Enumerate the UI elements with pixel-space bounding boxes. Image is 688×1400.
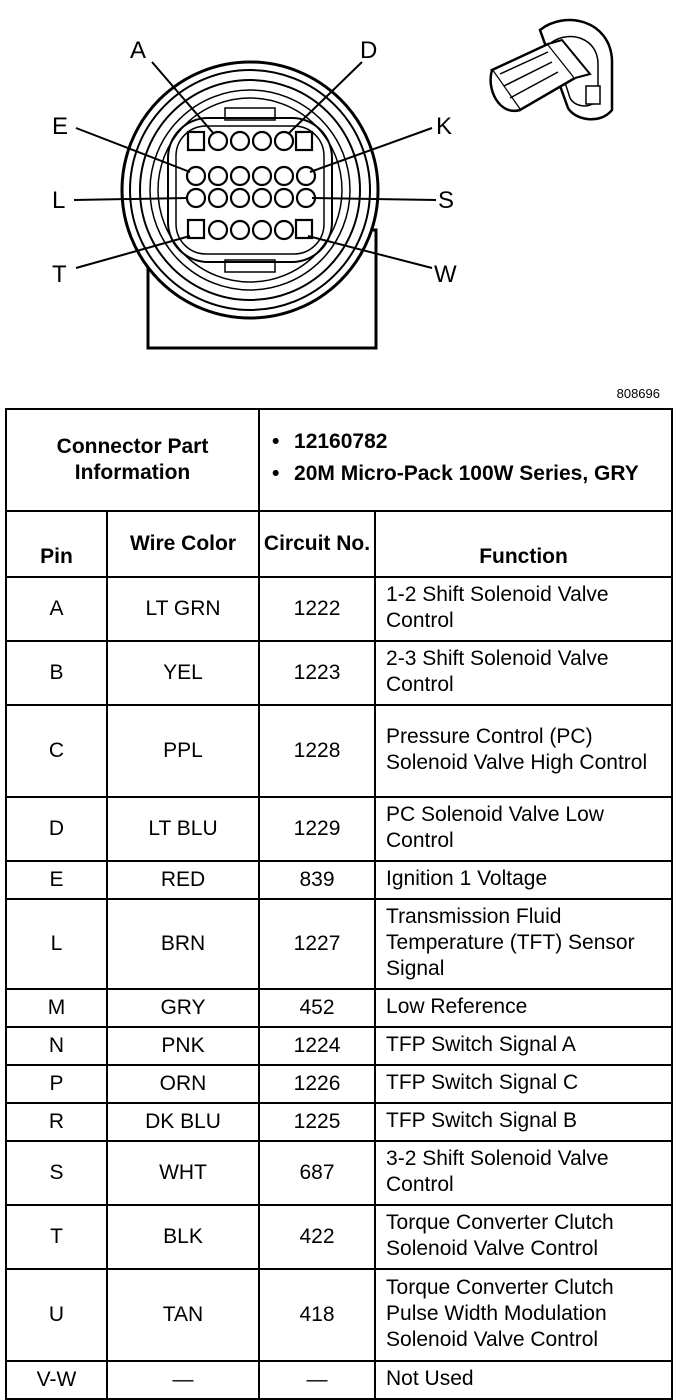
- table-row: [6, 1269, 672, 1361]
- table-row: [6, 1065, 672, 1103]
- function-cell: Pressure Control (PC) Solenoid Valve High Control: [375, 705, 672, 797]
- function-cell: Ignition 1 Voltage: [375, 861, 672, 899]
- table-row: [6, 797, 672, 861]
- connector-part-number: • 12160782: [294, 429, 665, 455]
- table-row: [6, 899, 672, 989]
- circuit-no-cell: 452: [259, 989, 375, 1027]
- circuit-no-cell: 1225: [259, 1103, 375, 1141]
- column-header-row: [6, 511, 672, 577]
- function-cell: Torque Converter Clutch Pulse Width Modulation Solenoid Valve Control: [375, 1269, 672, 1361]
- pin-label-e: E: [52, 113, 69, 140]
- pin-cell: L: [6, 899, 107, 989]
- table-row: [6, 1361, 672, 1399]
- column-header-function: Function: [375, 511, 672, 577]
- pin-label-l: L: [52, 187, 66, 214]
- wire-color-cell: —: [107, 1361, 259, 1399]
- table-row: [6, 861, 672, 899]
- wire-color-cell: PNK: [107, 1027, 259, 1065]
- table-row: [6, 1027, 672, 1065]
- pin-label-a: A: [130, 37, 147, 64]
- wire-color-cell: RED: [107, 861, 259, 899]
- table-row: [6, 1141, 672, 1205]
- connector-face: [122, 62, 378, 318]
- function-cell: Low Reference: [375, 989, 672, 1027]
- table-row: [6, 641, 672, 705]
- wire-color-cell: LT GRN: [107, 577, 259, 641]
- function-cell: 2-3 Shift Solenoid Valve Control: [375, 641, 672, 705]
- connector-illustration: [491, 20, 612, 119]
- table-row: [6, 705, 672, 797]
- pin-cell: S: [6, 1141, 107, 1205]
- pin-label-k: K: [436, 113, 453, 140]
- function-cell: Not Used: [375, 1361, 672, 1399]
- function-cell: Torque Converter Clutch Solenoid Valve Control: [375, 1205, 672, 1269]
- wire-color-cell: GRY: [107, 989, 259, 1027]
- table-row: [6, 1103, 672, 1141]
- pin-cell: E: [6, 861, 107, 899]
- pin-cell: V-W: [6, 1361, 107, 1399]
- function-cell: Transmission Fluid Temperature (TFT) Sensor Signal: [375, 899, 672, 989]
- table-row: [6, 989, 672, 1027]
- table-row: [6, 577, 672, 641]
- connector-info-row: [6, 409, 672, 511]
- wire-color-cell: BLK: [107, 1205, 259, 1269]
- column-header-circuit-no: Circuit No.: [259, 511, 375, 577]
- circuit-no-cell: 1224: [259, 1027, 375, 1065]
- function-cell: TFP Switch Signal B: [375, 1103, 672, 1141]
- circuit-no-cell: 1227: [259, 899, 375, 989]
- wire-color-cell: TAN: [107, 1269, 259, 1361]
- wire-color-cell: PPL: [107, 705, 259, 797]
- pin-cell: C: [6, 705, 107, 797]
- wire-color-cell: ORN: [107, 1065, 259, 1103]
- pin-cell: B: [6, 641, 107, 705]
- pin-cell: D: [6, 797, 107, 861]
- wire-color-cell: DK BLU: [107, 1103, 259, 1141]
- column-header-pin: Pin: [6, 511, 107, 577]
- pin-label-s: S: [438, 187, 455, 214]
- circuit-no-cell: —: [259, 1361, 375, 1399]
- circuit-no-cell: 1228: [259, 705, 375, 797]
- wire-color-cell: YEL: [107, 641, 259, 705]
- circuit-no-cell: 687: [259, 1141, 375, 1205]
- wire-color-cell: BRN: [107, 899, 259, 989]
- circuit-no-cell: 1222: [259, 577, 375, 641]
- function-cell: TFP Switch Signal C: [375, 1065, 672, 1103]
- function-cell: TFP Switch Signal A: [375, 1027, 672, 1065]
- function-cell: 1-2 Shift Solenoid Valve Control: [375, 577, 672, 641]
- column-header-wire-color: Wire Color: [107, 511, 259, 577]
- circuit-no-cell: 839: [259, 861, 375, 899]
- pin-cell: A: [6, 577, 107, 641]
- connector-info-items: [259, 409, 672, 511]
- circuit-no-cell: 1223: [259, 641, 375, 705]
- pin-cell: T: [6, 1205, 107, 1269]
- connector-series: • 20M Micro-Pack 100W Series, GRY: [294, 461, 665, 487]
- function-cell: 3-2 Shift Solenoid Valve Control: [375, 1141, 672, 1205]
- pin-cell: N: [6, 1027, 107, 1065]
- wire-color-cell: LT BLU: [107, 797, 259, 861]
- function-cell: PC Solenoid Valve Low Control: [375, 797, 672, 861]
- circuit-no-cell: 1226: [259, 1065, 375, 1103]
- circuit-no-cell: 1229: [259, 797, 375, 861]
- figure-number: 808696: [616, 386, 660, 401]
- circuit-no-cell: 418: [259, 1269, 375, 1361]
- pin-cell: P: [6, 1065, 107, 1103]
- table-row: [6, 1205, 672, 1269]
- pin-cell: U: [6, 1269, 107, 1361]
- pin-cell: R: [6, 1103, 107, 1141]
- pin-label-d: D: [360, 37, 378, 64]
- connector-info-label: Connector Part Information: [6, 409, 259, 511]
- connector-table: [5, 408, 673, 1400]
- pin-label-w: W: [434, 261, 457, 288]
- pin-cell: M: [6, 989, 107, 1027]
- connector-diagram: [0, 0, 688, 400]
- pin-label-t: T: [52, 261, 67, 288]
- circuit-no-cell: 422: [259, 1205, 375, 1269]
- wire-color-cell: WHT: [107, 1141, 259, 1205]
